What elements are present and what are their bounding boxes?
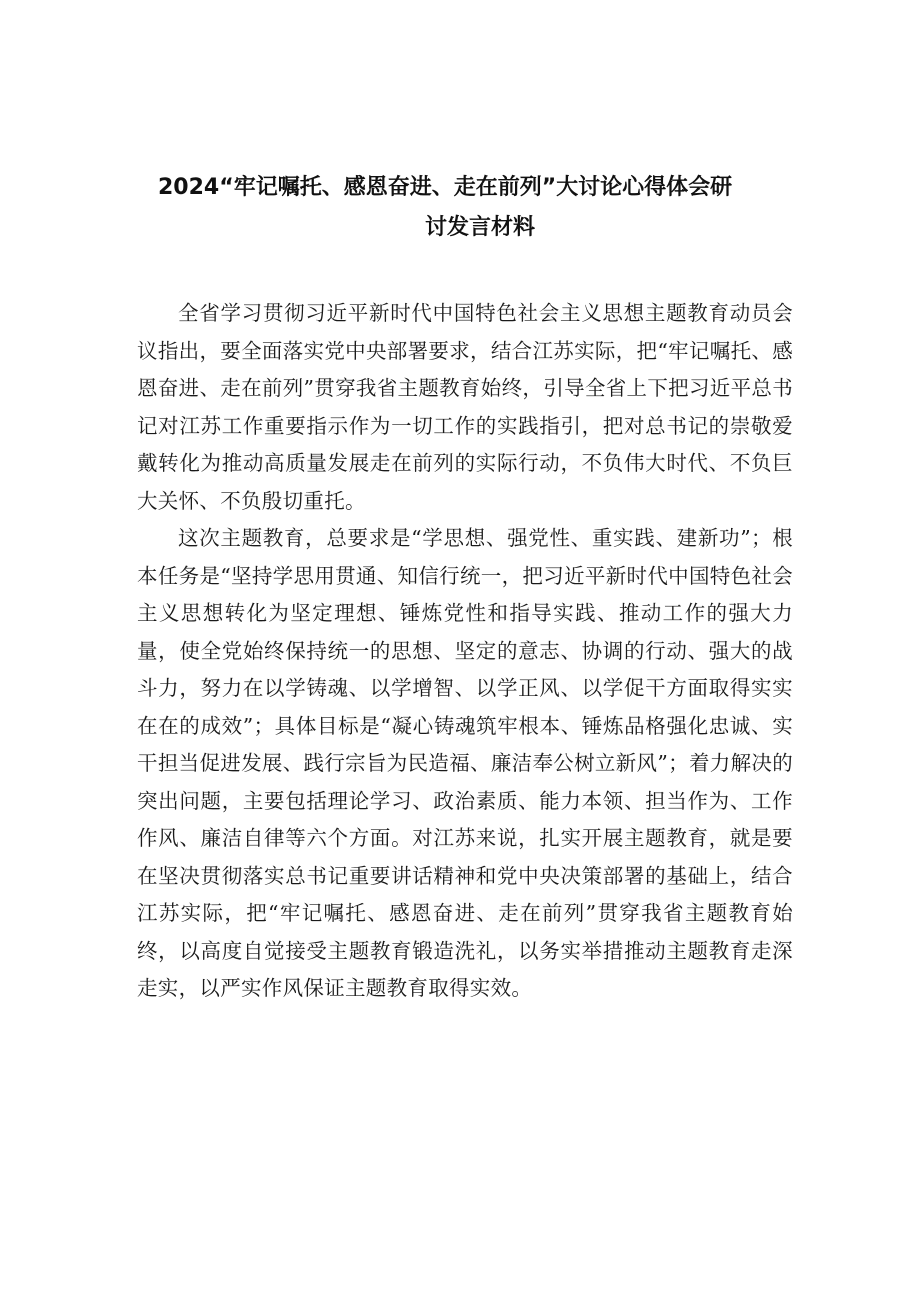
paragraph-2: 这次主题教育，总要求是“学思想、强党性、重实践、建新功”；根本任务是“坚持学思用贯通、知信行统一，把习近平新时代中国特色社会主义思想转化为坚定理想、锤炼党性和指导实践、推动工作的强大力量，使全党始终保持统一的思想、坚定的意志、协调的行动、强大的战斗力，努力在以学铸魂、以学增智、以学正风、以学促干方面取得实实在在的成效”；具体目标是“凝心铸魂筑牢根本、锤炼品格强化忠诚、实干担当促进发展、践行宗旨为民造福、廉洁奉公树立新风”；着力解决的突出问题，主要包括理论学习、政治素质、能力本领、担当作为、工作作风、廉洁自律等六个方面。对江苏来说，扎实开展主题教育，就是要在坚决贯彻落实总书记重要讲话精神和党中央决策部署的基础上，结合江苏实际，把“牢记嘱托、感恩奋进、走在前列”贯穿我省主题教育始终，以高度自觉接受主题教育锻造洗礼，以务实举措推动主题教育走深走实，以严实作风保证主题教育取得实效。: [137, 526, 793, 1000]
title-line-2: 讨发言材料: [424, 215, 535, 240]
document-body: [137, 295, 793, 1008]
document-title: [150, 168, 810, 248]
title-line-1: 2024“牢记嘱托、感恩奋进、走在前列”大讨论心得体会研: [158, 175, 733, 200]
paragraph-1: 全省学习贯彻习近平新时代中国特色社会主义思想主题教育动员会议指出，要全面落实党中央部署要求，结合江苏实际，把“牢记嘱托、感恩奋进、走在前列”贯穿我省主题教育始终，引导全省上下把习近平总书记对江苏工作重要指示作为一切工作的实践指引，把对总书记的崇敬爱戴转化为推动高质量发展走在前列的实际行动，不负伟大时代、不负巨大关怀、不负殷切重托。: [137, 301, 793, 513]
